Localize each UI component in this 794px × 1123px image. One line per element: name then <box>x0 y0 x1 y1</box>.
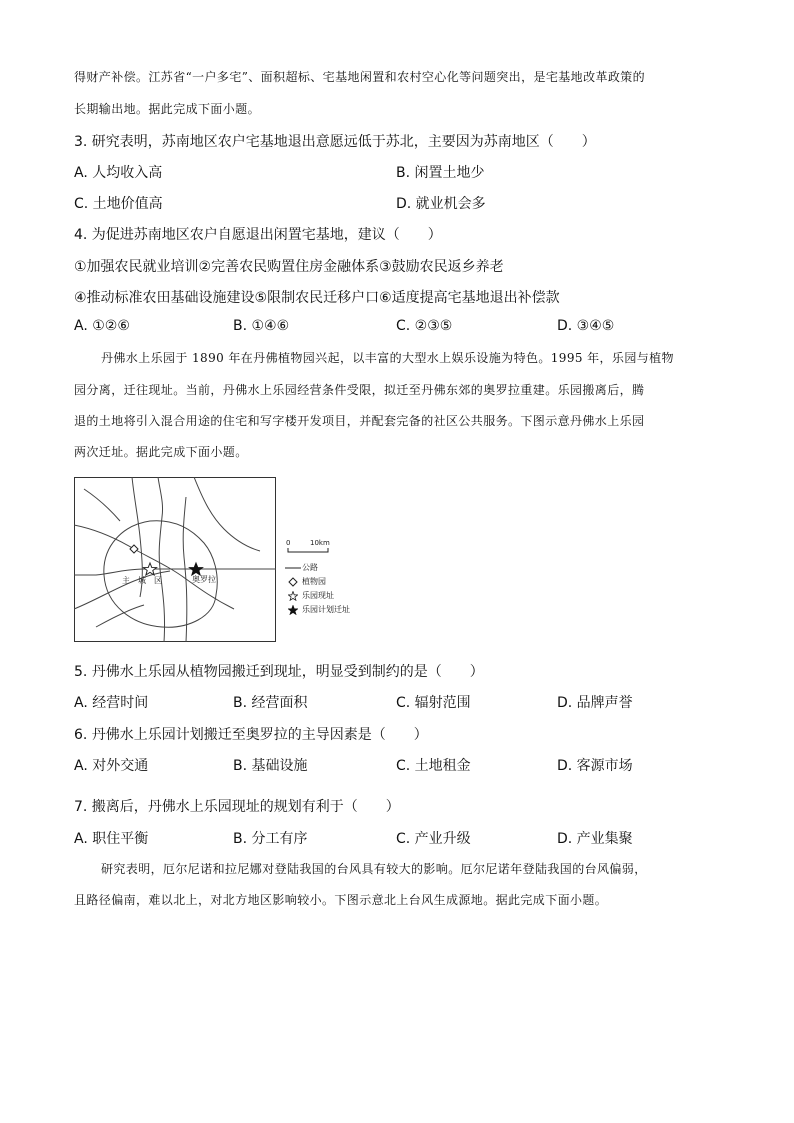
question-5-option-a[interactable]: A. 经营时间 <box>74 695 149 711</box>
question-5-option-b[interactable]: B. 经营面积 <box>233 695 308 711</box>
question-3-option-a[interactable]: A. 人均收入高 <box>74 165 163 181</box>
question-5-option-d[interactable]: D. 品牌声誉 <box>557 695 633 711</box>
legend-botanical <box>284 576 326 587</box>
question-7-option-a[interactable]: A. 职住平衡 <box>74 831 149 847</box>
question-7-stem: 7. 搬离后，丹佛水上乐园现址的规划有利于（ ） <box>74 799 400 815</box>
scale-distance: 10km <box>310 539 330 547</box>
question-7-option-b[interactable]: B. 分工有序 <box>233 831 308 847</box>
question-4-stem: 4. 为促进苏南地区农户自愿退出闲置宅基地，建议（ ） <box>74 227 442 243</box>
legend-road <box>284 562 318 573</box>
legend-planned-site-label: 乐园计划迁址 <box>302 605 350 614</box>
passage2-line4: 两次迁址。据此完成下面小题。 <box>74 445 248 459</box>
question-4-option-a[interactable]: A. ①②⑥ <box>74 318 130 334</box>
question-6-option-c[interactable]: C. 土地租金 <box>396 758 471 774</box>
hollow-star-icon <box>284 591 302 601</box>
legend-current-site-label: 乐园现址 <box>302 591 334 600</box>
question-5-stem: 5. 丹佛水上乐园从植物园搬迁到现址，明显受到制约的是（ ） <box>74 664 484 680</box>
question-5-option-c[interactable]: C. 辐射范围 <box>396 695 471 711</box>
scale-bar <box>284 536 394 556</box>
legend-planned-site <box>284 604 350 615</box>
passage1-line2: 长期输出地。据此完成下面小题。 <box>74 102 261 116</box>
legend-botanical-label: 植物园 <box>302 577 326 586</box>
passage2-line1: 丹佛水上乐园于 1890 年在丹佛植物园兴起，以丰富的大型水上娱乐设施为特色。1995 年，乐园与植物 <box>101 351 674 365</box>
passage3-line1: 研究表明，厄尔尼诺和拉尼娜对登陆我国的台风具有较大的影响。厄尔尼诺年登陆我国的台风偏弱， <box>101 862 647 876</box>
question-4-choices-line1: ①加强农民就业培训②完善农民购置住房金融体系③鼓励农民返乡养老 <box>74 259 504 275</box>
question-4-choices-line2: ④推动标准农田基础设施建设⑤限制农民迁移户口⑥适度提高宅基地退出补偿款 <box>74 290 560 306</box>
question-4-option-b[interactable]: B. ①④⑥ <box>233 318 290 334</box>
question-3-option-c[interactable]: C. 土地价值高 <box>74 196 163 212</box>
question-6-option-d[interactable]: D. 客源市场 <box>557 758 633 774</box>
map-label-city: 主 城 区 <box>122 576 162 585</box>
diamond-icon <box>284 577 302 587</box>
scale-zero: 0 <box>286 539 291 547</box>
passage3-line2: 且路径偏南，难以北上，对北方地区影响较小。下图示意北上台风生成源地。据此完成下面小题。 <box>74 893 608 907</box>
question-6-stem: 6. 丹佛水上乐园计划搬迁至奥罗拉的主导因素是（ ） <box>74 727 428 743</box>
question-6-option-b[interactable]: B. 基础设施 <box>233 758 308 774</box>
question-4-option-d[interactable]: D. ③④⑤ <box>557 318 615 334</box>
question-7-option-d[interactable]: D. 产业集聚 <box>557 831 633 847</box>
question-7-option-c[interactable]: C. 产业升级 <box>396 831 471 847</box>
passage2-line3: 退的土地将引入混合用途的住宅和写字楼开发项目，并配套完备的社区公共服务。下图示意丹佛水上乐园 <box>74 414 645 428</box>
question-6-option-a[interactable]: A. 对外交通 <box>74 758 149 774</box>
question-3-option-d[interactable]: D. 就业机会多 <box>396 196 486 212</box>
passage2-line2: 园分离，迁往现址。当前，丹佛水上乐园经营条件受限，拟迁至丹佛东郊的奥罗拉重建。乐园搬离后，腾 <box>74 383 645 397</box>
legend-road-label: 公路 <box>302 563 318 572</box>
question-3-option-b[interactable]: B. 闲置土地少 <box>396 165 485 181</box>
road-line-icon <box>284 565 302 571</box>
map-label-aurora: 奥罗拉 <box>192 575 216 584</box>
legend-current-site <box>284 590 334 601</box>
solid-star-icon <box>284 605 302 615</box>
question-4-option-c[interactable]: C. ②③⑤ <box>396 318 453 334</box>
question-3-stem: 3. 研究表明，苏南地区农户宅基地退出意愿远低于苏北，主要因为苏南地区（ ） <box>74 134 596 150</box>
passage1-line1: 得财产补偿。江苏省“一户多宅”、面积超标、宅基地闲置和农村空心化等问题突出，是宅基地改革政策的 <box>74 70 646 84</box>
denver-relocation-map <box>74 477 276 642</box>
map-legend <box>284 536 394 626</box>
